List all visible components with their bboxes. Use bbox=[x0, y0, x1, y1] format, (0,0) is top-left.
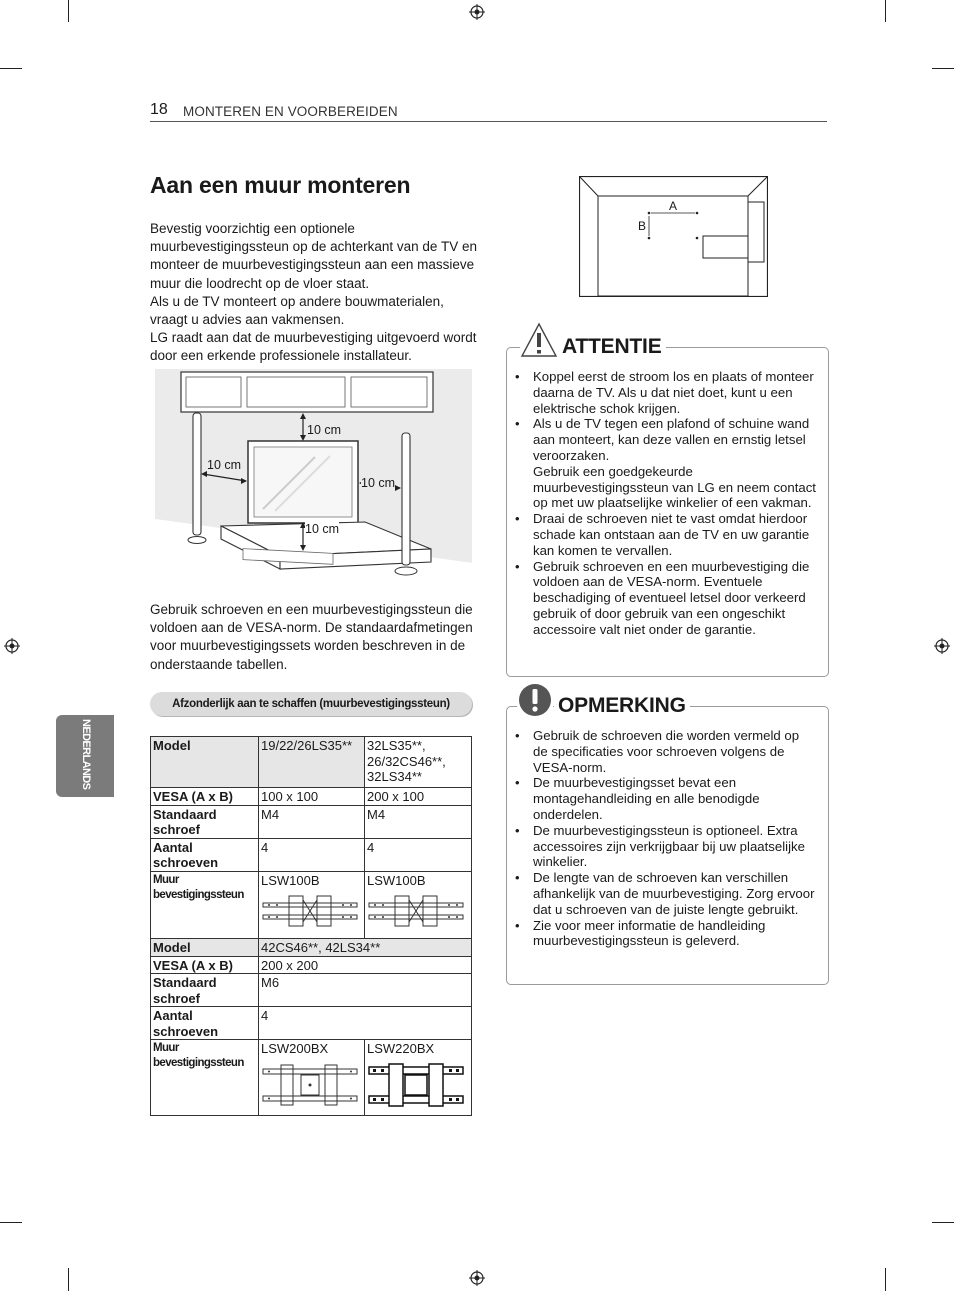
crop-mark bbox=[932, 1222, 954, 1223]
table-row bbox=[151, 956, 472, 974]
table-cell: 200 x 200 bbox=[259, 956, 472, 974]
table-cell bbox=[259, 871, 365, 939]
table-cell: 19/22/26LS35** bbox=[259, 737, 365, 788]
list-item: • Gebruik de schroeven die worden vermeld op de specificaties voor schroeven volgens de VESA-norm. bbox=[511, 728, 817, 775]
registration-mark-icon bbox=[469, 4, 485, 20]
crop-mark bbox=[68, 0, 69, 22]
clearance-label-right: 10 cm bbox=[361, 476, 396, 490]
page-number: 18 bbox=[150, 101, 168, 118]
table-cell bbox=[365, 871, 472, 939]
table-row bbox=[151, 974, 472, 1007]
wall-mount-clearance-illustration bbox=[155, 369, 472, 581]
bracket-model: LSW220BX bbox=[367, 1041, 435, 1056]
clearance-label-left: 10 cm bbox=[207, 458, 242, 472]
bracket-model: LSW200BX bbox=[261, 1041, 329, 1056]
crop-mark bbox=[68, 1268, 69, 1291]
table-cell: 4 bbox=[259, 1007, 472, 1040]
list-item: • Gebruik schroeven en een muurbevestiging die voldoen aan de VESA-norm. Eventuele beschadiging of eventueel letsel door verkeerd gebruik of door gebruik van een ongeschikt accessoire valt niet onder de garantie. bbox=[511, 559, 817, 638]
table-caption: Afzonderlijk aan te schaffen (muurbevestigingssteun) bbox=[150, 692, 472, 716]
dimension-label-a: A bbox=[669, 199, 678, 213]
warning-triangle-icon bbox=[520, 322, 558, 358]
table-row bbox=[151, 838, 472, 871]
clearance-label-top: 10 cm bbox=[307, 423, 342, 437]
table-cell: Muur bevestigingssteun bbox=[151, 1040, 259, 1116]
table-cell: 42CS46**, 42LS34** bbox=[259, 939, 472, 957]
wall-bracket-icon bbox=[261, 894, 359, 928]
registration-mark-icon bbox=[934, 638, 950, 654]
table-cell: M6 bbox=[259, 974, 472, 1007]
exclamation-circle-icon bbox=[517, 682, 553, 718]
crop-mark bbox=[885, 0, 886, 22]
note-title: OPMERKING bbox=[554, 694, 690, 718]
crop-mark bbox=[0, 1222, 22, 1223]
bracket-model: LSW100B bbox=[367, 872, 426, 888]
table-cell: Muur bevestigingssteun bbox=[151, 871, 259, 939]
list-item: • Koppel eerst de stroom los en plaats of monteer daarna de TV. Als u dat niet doet, kunt u een elektrische schok krijgen. bbox=[511, 369, 817, 416]
section-header: MONTEREN EN VOORBEREIDEN bbox=[183, 104, 398, 119]
intro-paragraph: LG raadt aan dat de muurbevestiging uitgevoerd wordt door een erkende professionele installateur. bbox=[150, 330, 477, 364]
table-row bbox=[151, 1007, 472, 1040]
list-item: • De muurbevestigingssteun is optioneel. Extra accessoires zijn verkrijgbaar bij uw plaatselijke winkelier. bbox=[511, 823, 817, 870]
intro-paragraph: Bevestig voorzichtig een optionele muurbevestigingssteun op de achterkant van de TV en monteer de muurbevestigingssteun aan een massieve muur die loodrecht op de vloer staat. bbox=[150, 221, 477, 291]
intro-paragraph: Als u de TV monteert op andere bouwmaterialen, vraagt u advies aan vakmensen. bbox=[150, 293, 444, 328]
language-tab-label: NEDERLANDS bbox=[80, 719, 92, 790]
table-cell: Aantal schroeven bbox=[151, 1007, 259, 1040]
table-row bbox=[151, 788, 472, 806]
table-row bbox=[151, 1040, 472, 1116]
list-item bbox=[511, 416, 817, 511]
table-cell: Standaard schroef bbox=[151, 974, 259, 1007]
list-item-text: Als u de TV tegen een plafond of schuine wand aan monteert, kan deze vallen en ernstig letsel veroorzaken. bbox=[533, 416, 810, 463]
list-item: • Draai de schroeven niet te vast omdat hierdoor schade kan ontstaan aan de TV en uw garantie kan komen te vervallen. bbox=[511, 511, 817, 558]
list-item-text: Gebruik een goedgekeurde muurbevestigingssteun van LG en neem contact op met uw plaatselijke winkelier of een vakman. bbox=[533, 463, 816, 511]
bracket-model: LSW100B bbox=[261, 872, 320, 888]
table-cell: Aantal schroeven bbox=[151, 838, 259, 871]
table-cell bbox=[259, 1040, 365, 1116]
page-title: Aan een muur monteren bbox=[150, 172, 411, 198]
table-row bbox=[151, 805, 472, 838]
table-row bbox=[151, 737, 472, 788]
crop-mark bbox=[0, 68, 22, 69]
vesa-table-2 bbox=[150, 938, 472, 1116]
table-cell: M4 bbox=[259, 805, 365, 838]
vesa-dimension-diagram bbox=[579, 176, 768, 297]
table-cell: 4 bbox=[365, 838, 472, 871]
table-row bbox=[151, 939, 472, 957]
attention-list bbox=[511, 369, 817, 638]
table-row bbox=[151, 871, 472, 939]
clearance-label-bottom: 10 cm bbox=[305, 522, 340, 536]
table-cell: VESA (A x B) bbox=[151, 956, 259, 974]
table-cell: 200 x 100 bbox=[365, 788, 472, 806]
note-list bbox=[511, 728, 817, 949]
attention-title: ATTENTIE bbox=[558, 335, 666, 359]
wall-bracket-icon bbox=[367, 894, 465, 928]
intro-text bbox=[150, 220, 480, 366]
crop-mark bbox=[932, 68, 954, 69]
table-cell bbox=[365, 1040, 472, 1116]
vesa-text: Gebruik schroeven en een muurbevestigingssteun die voldoen aan de VESA-norm. De standaardafmetingen voor muurbevestigingssets worden beschreven in de onderstaande tabellen. bbox=[150, 602, 473, 672]
crop-mark bbox=[885, 1268, 886, 1291]
wall-bracket-icon bbox=[261, 1063, 359, 1107]
language-tab bbox=[56, 715, 114, 797]
vesa-table-1 bbox=[150, 736, 472, 940]
table-cell: 4 bbox=[259, 838, 365, 871]
list-item: • De muurbevestigingsset bevat een montagehandleiding en alle benodigde onderdelen. bbox=[511, 775, 817, 822]
list-item: • De lengte van de schroeven kan verschillen afhankelijk van de muurbevestiging. Zorg ervoor dat u schroeven van de juiste lengte gebruikt. bbox=[511, 870, 817, 917]
wall-bracket-icon bbox=[367, 1063, 465, 1107]
table-cell: 32LS35**, 26/32CS46**, 32LS34** bbox=[365, 737, 472, 788]
table-cell: Model bbox=[151, 737, 259, 788]
registration-mark-icon bbox=[469, 1270, 485, 1286]
list-item: • Zie voor meer informatie de handleiding muurbevestigingssteun is geleverd. bbox=[511, 918, 817, 950]
registration-mark-icon bbox=[4, 638, 20, 654]
table-cell: M4 bbox=[365, 805, 472, 838]
table-cell: VESA (A x B) bbox=[151, 788, 259, 806]
table-cell: 100 x 100 bbox=[259, 788, 365, 806]
table-cell: Standaard schroef bbox=[151, 805, 259, 838]
table-cell: Model bbox=[151, 939, 259, 957]
header-divider bbox=[150, 121, 827, 122]
dimension-label-b: B bbox=[638, 219, 647, 233]
